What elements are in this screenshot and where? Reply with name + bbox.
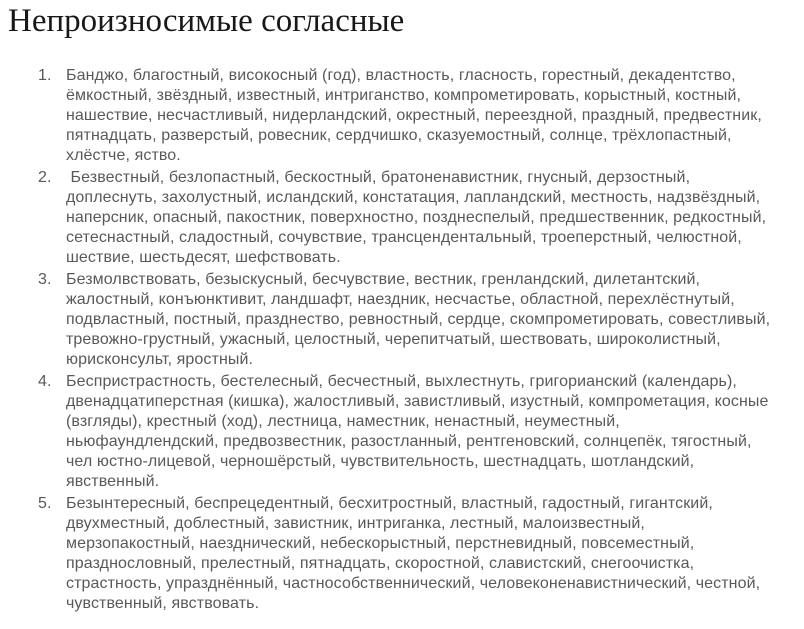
list-item-text: Безмолвствовать, безыскусный, бесчувствие, вестник, гренландский, дилетантский, жалостный, конъюнктивит, ландшафт, наездник, несчастье, областной, перехлёстнутый, подвластный, постный, празднество, ревностный, сердце, скомпрометировать, совестливый, тревожно-грустный, ужасный, целостный, черепитчатый, шествовать, широколистный, юрисконсульт, яростный.: [66, 271, 775, 368]
list-item: [38, 372, 804, 492]
list-item-number: 3.: [38, 271, 52, 288]
list-item-number: 5.: [38, 495, 52, 512]
list-item-text: Безынтересный, беспрецедентный, бесхитростный, властный, гадостный, гигантский, двухместный, доблестный, завистник, интриганка, лестный, малоизвестный, мерзопакостный, наезднический, небескорыстный, перстневидный, повсеместный, празднословный, прелестный, пятнадцать, скоростной, славистский, снегоочистка, страстность, упразднённый, частнособственнический, человеконенавистнический, честной, чувственный, явствовать.: [66, 495, 765, 612]
list-item-number: 1.: [38, 67, 52, 84]
word-list: [38, 66, 804, 614]
list-item: [38, 168, 804, 268]
list-item: [38, 494, 804, 614]
list-item-text: Безвестный, безлопастный, бескостный, братоненавистник, гнусный, дерзостный, доплеснуть, захолустный, исландский, констатация, лапландский, местность, надзвёздный, наперсник, опасный, пакостник, поверхностно, позднеспелый, предшественник, редкостный, сетеснастный, сладостный, сочувствие, трансцендентальный, троеперстный, челюстной, шествие, шестьдесят, шефствовать.: [66, 169, 771, 266]
list-item-text: Беспристрастность, бестелесный, бесчестный, выхлестнуть, григорианский (календарь), двенадцатиперстная (кишка), жалостливый, завистливый, изустный, компрометация, косные (взгляды), крестный (ход), лестница, наместник, ненастный, неуместный, ньюфаундлендский, предвозвестник, разостланный, рентгеновский, солнцепёк, тягостный, чел юстно-лицевой, черношёрстый, чувствительность, шестнадцать, шотландский, явственный.: [66, 373, 774, 490]
list-item-number: 4.: [38, 373, 52, 390]
list-item: [38, 66, 804, 166]
list-item-text: Банджо, благостный, високосный (год), властность, гласность, горестный, декадентство, ёмкостный, звёздный, известный, интриганство, компрометировать, корыстный, костный, нашествие, несчастливый, нидерландский, окрестный, переездной, праздный, предвестник, пятнадцать, разверстый, ровесник, сердчишко, сказуемостный, солнце, трёхлопастный, хлёстче, яство.: [66, 67, 767, 164]
list-item-number: 2.: [38, 169, 52, 186]
list-item: [38, 270, 804, 370]
page-title: Непроизносимые согласные: [8, 3, 405, 39]
